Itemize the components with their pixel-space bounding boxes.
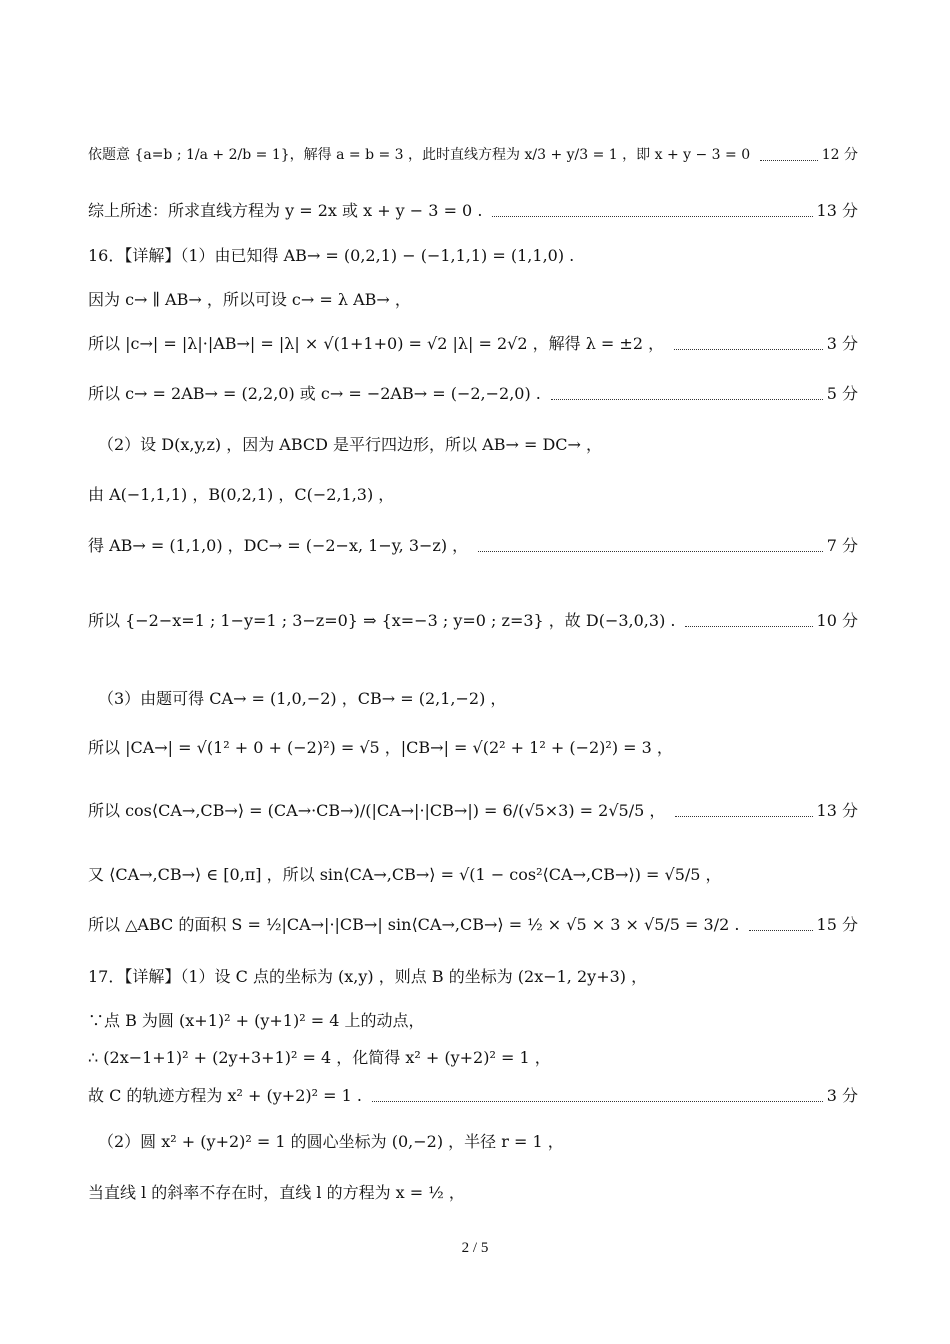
line-text: 所以 c→ = 2AB→ = (2,2,0) 或 c→ = −2AB→ = (−2,−2,0) . <box>88 384 541 403</box>
dot-leader <box>760 160 818 161</box>
solution-line <box>98 1131 858 1153</box>
score-mark: 13 分 <box>816 801 858 820</box>
line-text: 16．【详解】（1）由已知得 AB→ = (0,2,1) − (−1,1,1) = (1,1,0) . <box>88 246 575 265</box>
solution-line <box>88 245 858 267</box>
line-text: ∵点 B 为圆 (x+1)² + (y+1)² = 4 上的动点， <box>88 1011 425 1030</box>
score-mark: 3 分 <box>826 334 858 353</box>
solution-line <box>98 688 858 710</box>
score-mark: 15 分 <box>816 915 858 934</box>
dot-leader <box>749 930 812 931</box>
solution-line <box>88 1182 858 1204</box>
solution-line <box>88 383 858 405</box>
line-text: ∴ (2x−1+1)² + (2y+3+1)² = 4 ，化简得 x² + (y+2)² = 1 ， <box>88 1048 551 1067</box>
score-mark: 13 分 <box>816 201 858 220</box>
line-text: 又 ⟨CA→,CB→⟩ ∈ [0,π] ，所以 sin⟨CA→,CB→⟩ = √(1 − cos²⟨CA→,CB→⟩) = √5/5 ， <box>88 865 722 884</box>
solution-line <box>88 1010 858 1032</box>
page-number: 2 / 5 <box>461 1240 489 1256</box>
dot-leader <box>372 1101 823 1102</box>
line-text: 所以 cos⟨CA→,CB→⟩ = (CA→·CB→)/(|CA→|·|CB→|) = 6/(√5×3) = 2√5/5 ， <box>88 801 666 820</box>
dot-leader <box>551 399 823 400</box>
solution-line <box>88 800 858 822</box>
solution-line <box>88 289 858 311</box>
score-mark: 12 分 <box>821 147 858 163</box>
score-mark: 10 分 <box>816 611 858 630</box>
score-mark: 3 分 <box>826 1086 858 1105</box>
solution-line <box>88 535 858 557</box>
line-text: （2）圆 x² + (y+2)² = 1 的圆心坐标为 (0,−2) ，半径 r = 1 ， <box>98 1132 564 1151</box>
line-text: 所以 {−2−x=1 ; 1−y=1 ; 3−z=0} ⇒ {x=−3 ; y=0 ; z=3} ，故 D(−3,0,3) . <box>88 611 676 630</box>
dot-leader <box>685 626 812 627</box>
line-text: 当直线 l 的斜率不存在时，直线 l 的方程为 x = ½ ， <box>88 1183 465 1202</box>
score-mark: 7 分 <box>826 536 858 555</box>
line-text: 所以 |c→| = |λ|·|AB→| = |λ| × √(1+1+0) = √2 |λ| = 2√2 ，解得 λ = ±2 ， <box>88 334 665 353</box>
solution-line <box>98 434 858 456</box>
solution-line <box>88 610 858 632</box>
solution-line <box>88 966 858 988</box>
line-text: （2）设 D(x,y,z) ，因为 ABCD 是平行四边形，所以 AB→ = DC→ ， <box>98 435 603 454</box>
dot-leader <box>492 216 812 217</box>
solution-line <box>88 737 858 759</box>
line-text: 综上所述：所求直线方程为 y = 2x 或 x + y − 3 = 0 . <box>88 201 483 220</box>
solution-line <box>88 484 858 506</box>
solution-line <box>88 200 858 222</box>
line-text: 得 AB→ = (1,1,0) ，DC→ = (−2−x, 1−y, 3−z) ， <box>88 536 469 555</box>
line-text: 所以 △ABC 的面积 S = ½|CA→|·|CB→| sin⟨CA→,CB→⟩ = ½ × √5 × 3 × √5/5 = 3/2 . <box>88 915 740 934</box>
line-text: （3）由题可得 CA→ = (1,0,−2) ，CB→ = (2,1,−2) ， <box>98 689 507 708</box>
dot-leader <box>674 349 823 350</box>
line-text: 故 C 的轨迹方程为 x² + (y+2)² = 1 . <box>88 1086 362 1105</box>
solution-line <box>88 1047 858 1069</box>
line-text: 依题意 {a=b ; 1/a + 2/b = 1}，解得 a = b = 3 ，此时直线方程为 x/3 + y/3 = 1 ，即 x + y − 3 = 0 <box>88 147 751 163</box>
dot-leader <box>478 551 823 552</box>
line-text: 所以 |CA→| = √(1² + 0 + (−2)²) = √5 ，|CB→| = √(2² + 1² + (−2)²) = 3 ， <box>88 738 673 757</box>
line-text: 17．【详解】（1）设 C 点的坐标为 (x,y) ，则点 B 的坐标为 (2x−1, 2y+3) ， <box>88 967 648 986</box>
solution-line <box>88 864 858 886</box>
line-text: 因为 c→ ∥ AB→ ，所以可设 c→ = λ AB→ ， <box>88 290 411 309</box>
line-text: 由 A(−1,1,1) ，B(0,2,1) ，C(−2,1,3) ， <box>88 485 395 504</box>
score-mark: 5 分 <box>826 384 858 403</box>
solution-line <box>88 333 858 355</box>
solution-line <box>88 1085 858 1107</box>
solution-line <box>88 144 858 166</box>
solution-line <box>88 914 858 936</box>
dot-leader <box>675 816 812 817</box>
